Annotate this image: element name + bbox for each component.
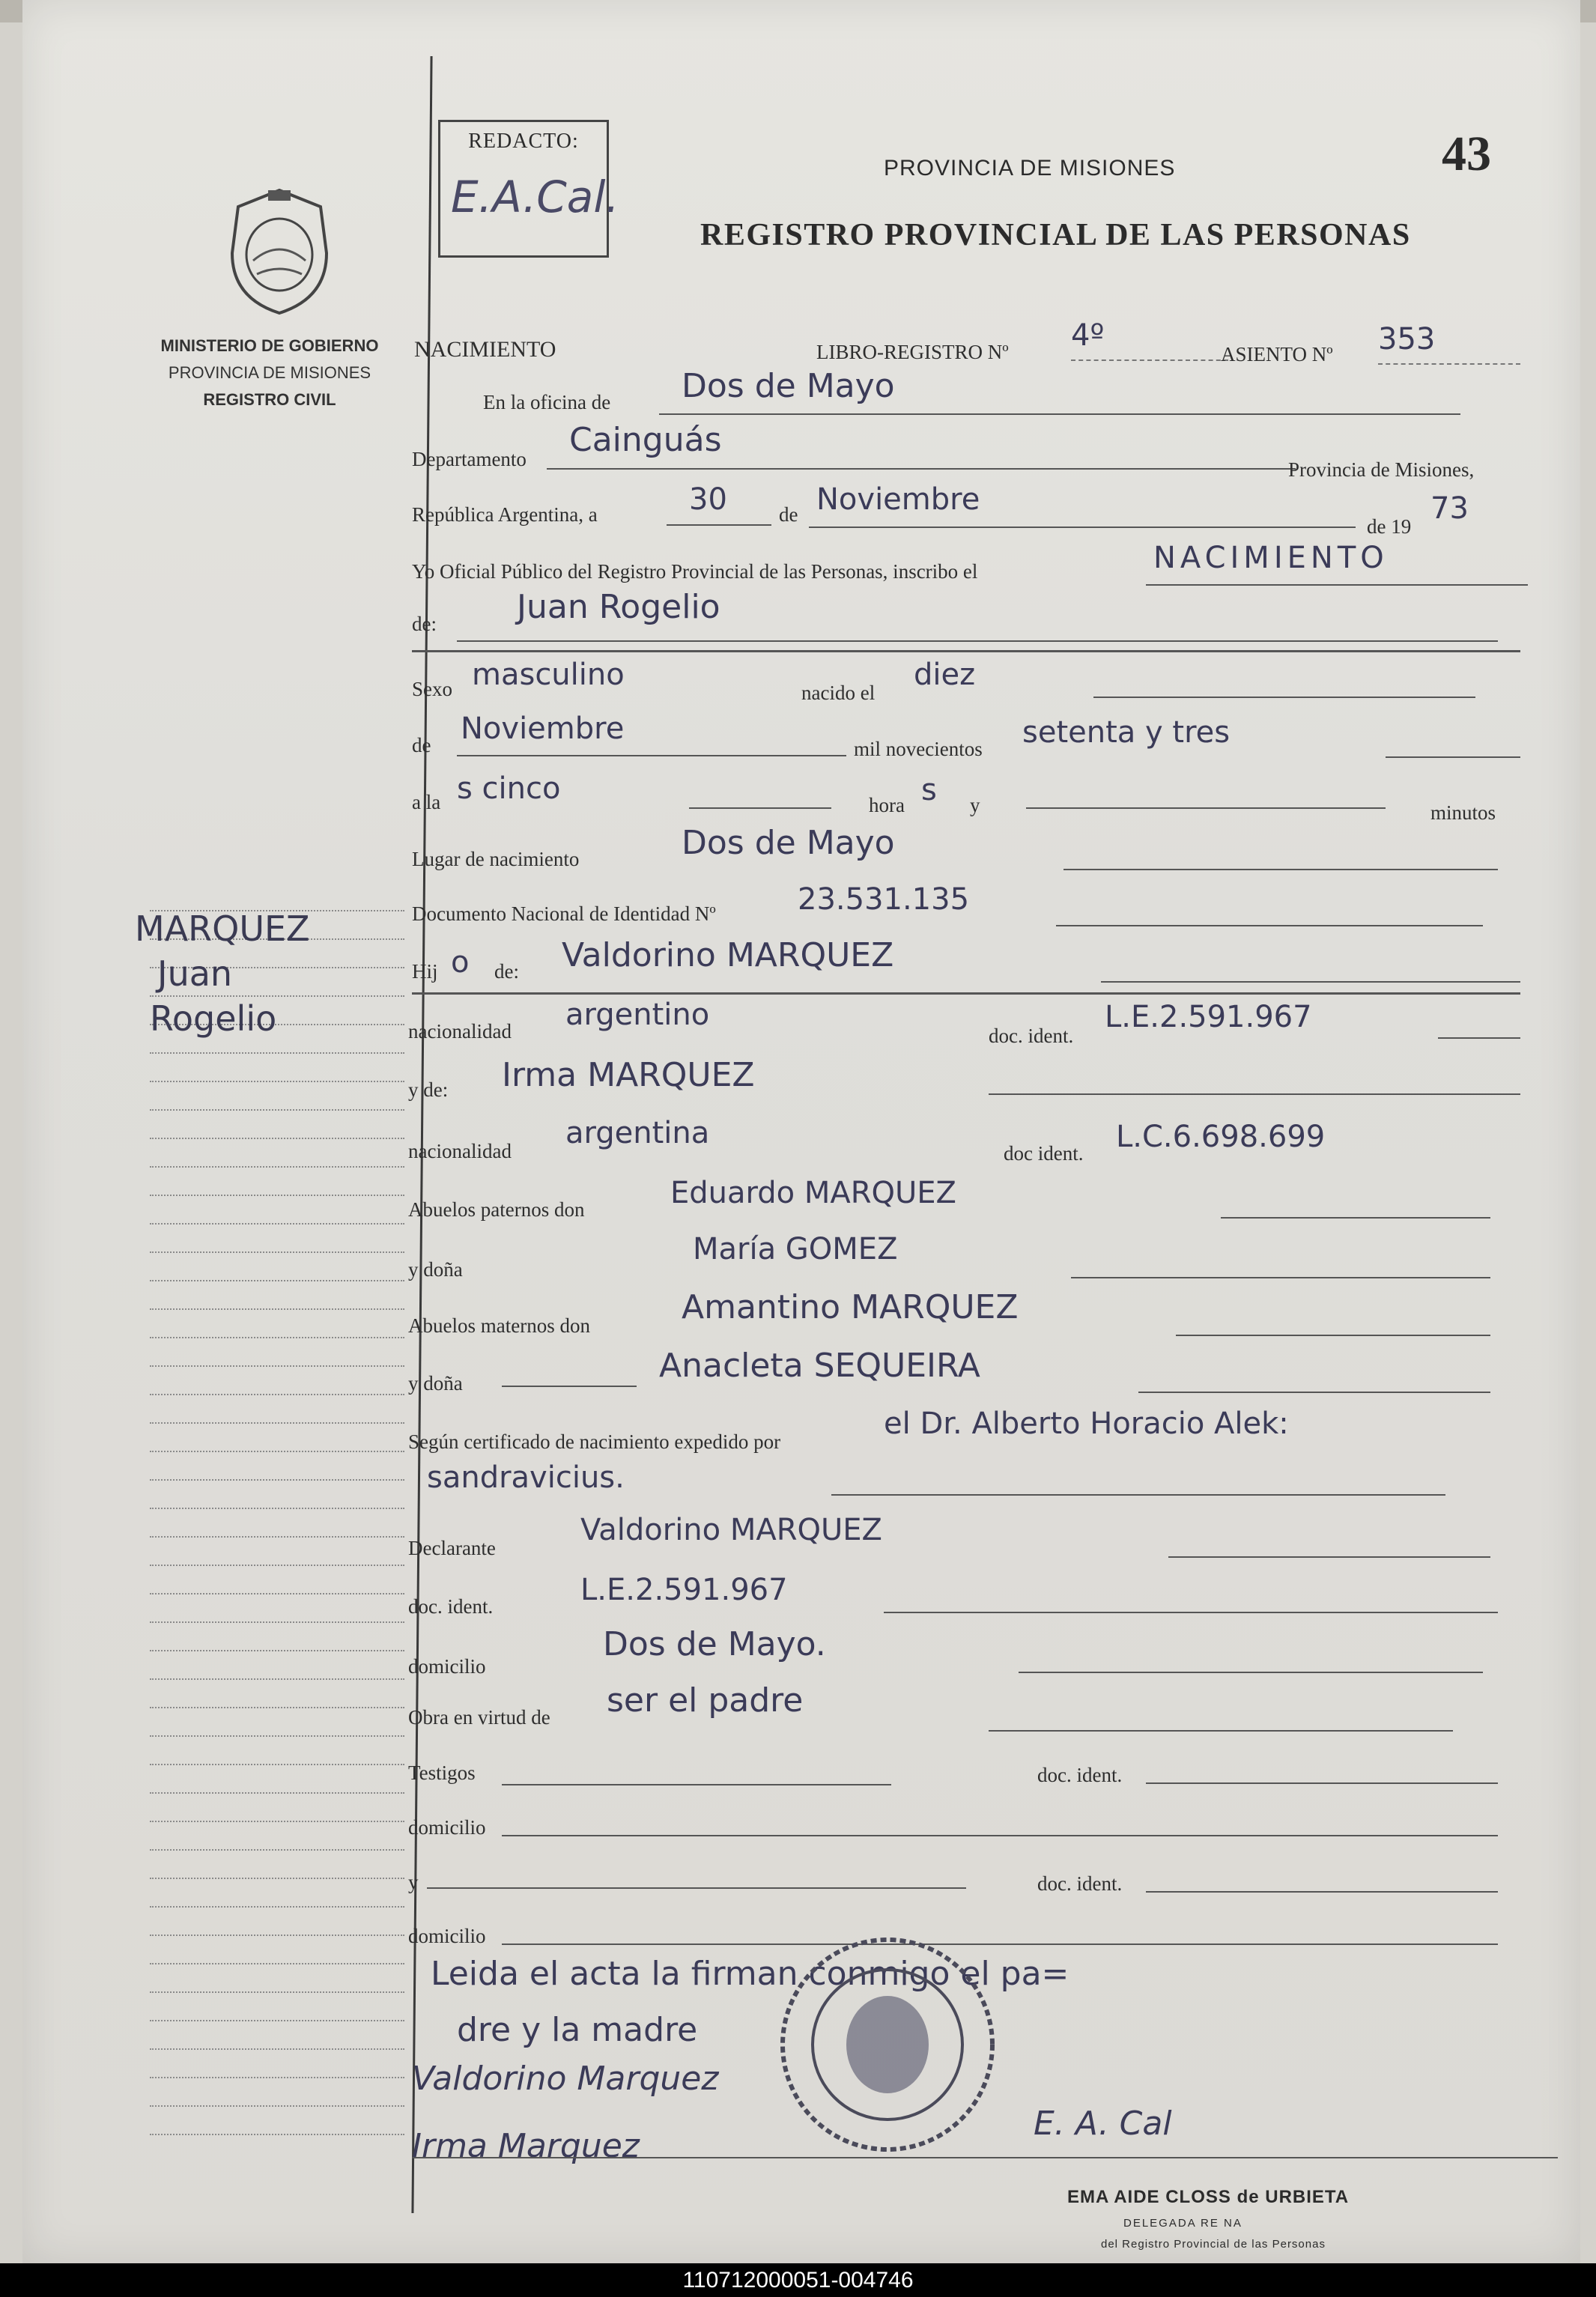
provincia-suffix: Provincia de Misiones,: [1288, 458, 1475, 481]
left-margin: [22, 0, 419, 2263]
nacimiento-label: NACIMIENTO: [414, 337, 556, 362]
cert-line: [831, 1494, 1445, 1496]
nac-mes-value: Noviembre: [461, 711, 625, 746]
abm-line: [1176, 1335, 1490, 1336]
oficial-line: [1146, 584, 1528, 586]
docid-label: doc. ident.: [408, 1595, 494, 1618]
republica-label: República Argentina, a: [412, 503, 598, 526]
ministry-name: MINISTERIO DE GOBIERNO: [160, 336, 379, 355]
oficina-line: [659, 413, 1460, 415]
ala-value: s cinco: [457, 771, 561, 806]
ydona1-value: María GOMEZ: [693, 1232, 898, 1266]
doc2-value: L.C.6.698.699: [1116, 1120, 1326, 1154]
margin-ruled-line: [150, 1935, 404, 1936]
margin-ruled-line: [150, 1650, 404, 1651]
y2-line: [427, 1887, 966, 1889]
leida-line-1: Leida el acta la firman conmigo el pa=: [431, 1955, 1069, 1993]
minutos-line: [1026, 807, 1386, 809]
civil-registry: REGISTRO CIVIL: [203, 390, 336, 409]
dni-value: 23.531.135: [798, 882, 970, 917]
nacido-line: [1093, 697, 1475, 698]
obra-line: [989, 1730, 1453, 1732]
hora-value: s: [921, 773, 937, 807]
lugar-value: Dos de Mayo: [682, 824, 895, 862]
margin-ruled-line: [150, 1906, 404, 1908]
anio-label: de 19: [1367, 515, 1412, 538]
cert-value: el Dr. Alberto Horacio Alek:: [884, 1407, 1289, 1441]
margin-ruled-line: [150, 1536, 404, 1538]
hijo-de-label: de:: [494, 960, 519, 983]
margin-ruled-line: [150, 1422, 404, 1424]
margin-ruled-line: [150, 2134, 404, 2135]
margin-annotation: [135, 906, 404, 1041]
margin-ruled-line: [150, 1621, 404, 1623]
doc1-value: L.E.2.591.967: [1105, 1000, 1312, 1034]
margin-ruled-line: [150, 1593, 404, 1594]
ydona2-line: [1138, 1392, 1490, 1393]
nombre-value: Juan Rogelio: [517, 588, 720, 626]
testigos-label: Testigos: [408, 1762, 476, 1784]
margin-ruled-line: [150, 1849, 404, 1851]
nac1-value: argentino: [565, 998, 710, 1032]
abp-line: [1221, 1217, 1490, 1219]
abp-value: Eduardo MARQUEZ: [670, 1176, 956, 1210]
margin-ruled-line: [150, 1764, 404, 1765]
declarante-line: [1168, 1556, 1490, 1558]
margin-ruled-line: [150, 1251, 404, 1253]
nac-mes-line: [457, 755, 846, 756]
margin-ruled-line: [150, 2048, 404, 2050]
dni-line: [1056, 925, 1483, 926]
official-subtitle: del Registro Provincial de las Personas: [1101, 2238, 1326, 2251]
declarante-value: Valdorino MARQUEZ: [580, 1513, 882, 1547]
departamento-label: Departamento: [412, 448, 527, 470]
testigos-line: [502, 1784, 891, 1785]
domicilio-value: Dos de Mayo.: [603, 1625, 826, 1663]
domicilio3-line: [502, 1944, 1498, 1945]
redacto-signature: E.A.Cal.: [451, 172, 619, 222]
margin-ruled-line: [150, 1707, 404, 1708]
nac-de-label: de: [412, 734, 431, 756]
departamento-line: [547, 468, 1296, 470]
page-number: 43: [1442, 127, 1491, 181]
doc1-line: [1438, 1037, 1520, 1039]
parents-divider: [412, 992, 1520, 995]
ydona2-dash: [502, 1386, 637, 1387]
nombre-label: de:: [412, 613, 437, 635]
abp-label: Abuelos paternos don: [408, 1198, 585, 1221]
margin-ruled-line: [150, 1337, 404, 1338]
y2-doc-line: [1146, 1891, 1498, 1893]
anio-value: 73: [1430, 491, 1469, 526]
oficina-label: En la oficina de: [483, 391, 611, 413]
doc1-label: doc. ident.: [989, 1025, 1074, 1047]
hijo-label: Hij: [412, 960, 438, 983]
margin-ruled-line: [150, 1109, 404, 1111]
y-label: y: [970, 794, 980, 816]
margin-ruled-line: [150, 1991, 404, 1993]
declarante-label: Declarante: [408, 1537, 496, 1559]
testigos-doc-line: [1146, 1782, 1498, 1784]
firma-madre: Irma Marquez: [412, 2127, 640, 2165]
margin-ruled-line: [150, 2105, 404, 2107]
margin-ruled-line: [150, 1138, 404, 1139]
margin-ruled-line: [150, 1308, 404, 1310]
cert-label: Según certificado de nacimiento expedido por: [408, 1430, 781, 1453]
margin-note-surname: MARQUEZ: [135, 908, 310, 949]
domicilio2-line: [502, 1835, 1498, 1836]
official-name: EMA AIDE CLOSS de URBIETA: [1067, 2187, 1350, 2207]
margin-ruled-line: [150, 1394, 404, 1395]
asiento-value: 353: [1378, 322, 1436, 356]
registry-title: REGISTRO PROVINCIAL DE LAS PERSONAS: [700, 218, 1411, 252]
official-title: DELEGADA RE NA: [1123, 2217, 1242, 2230]
lugar-label: Lugar de nacimiento: [412, 848, 580, 870]
dni-label: Documento Nacional de Identidad Nº: [412, 902, 716, 925]
signature-line: [412, 2157, 1558, 2158]
ala-line: [689, 807, 831, 809]
nac2-label: nacionalidad: [408, 1140, 512, 1162]
ydona2-label: y doña: [408, 1372, 463, 1395]
abm-value: Amantino MARQUEZ: [682, 1288, 1019, 1326]
ydona1-label: y doña: [408, 1258, 463, 1281]
nac2-value: argentina: [565, 1116, 710, 1150]
document-id-bar: 110712000051-004746: [0, 2263, 1596, 2297]
padre-value: Valdorino MARQUEZ: [562, 936, 894, 974]
minutos-label: minutos: [1430, 801, 1496, 824]
margin-ruled-line: [150, 1451, 404, 1452]
domicilio2-label: domicilio: [408, 1816, 486, 1839]
doc2-label: doc ident.: [1004, 1142, 1084, 1165]
madre-line: [989, 1093, 1520, 1095]
margin-ruled-line: [150, 1166, 404, 1168]
yde-label: y de:: [408, 1078, 449, 1101]
oficina-value: Dos de Mayo: [682, 367, 895, 405]
dia-value: 30: [689, 482, 727, 517]
sexo-label: Sexo: [412, 678, 452, 700]
mes-value: Noviembre: [816, 482, 980, 517]
padre-line: [1101, 981, 1520, 983]
margin-note-first: Juan: [157, 953, 233, 994]
docid-line: [884, 1612, 1498, 1613]
margin-ruled-line: [150, 1508, 404, 1509]
firma-oficial: E. A. Cal: [1034, 2105, 1172, 2143]
margin-ruled-line: [150, 1792, 404, 1794]
hora-label: hora: [869, 794, 905, 816]
dia-line: [667, 524, 771, 526]
oficial-text: Yo Oficial Público del Registro Provincial de las Personas, inscribo el: [412, 560, 978, 583]
departamento-value: Cainguás: [569, 421, 722, 459]
ydona2-value: Anacleta SEQUEIRA: [659, 1347, 980, 1385]
docid-value: L.E.2.591.967: [580, 1573, 788, 1607]
ministry-province: PROVINCIA DE MISIONES: [168, 363, 371, 382]
margin-ruled-line: [150, 1821, 404, 1822]
libro-label: LIBRO-REGISTRO Nº: [816, 341, 1009, 363]
doc-ident2-label: doc. ident.: [1037, 1872, 1123, 1895]
republica-de: de: [779, 503, 798, 526]
document-page: [22, 0, 1580, 2263]
domicilio3-label: domicilio: [408, 1925, 486, 1947]
ala-label: a la: [412, 791, 441, 813]
margin-ruled-lines: [150, 902, 404, 2176]
margin-ruled-line: [150, 1735, 404, 1737]
cert-value-2: sandravicius.: [427, 1460, 625, 1495]
nacido-label: nacido el: [801, 682, 876, 704]
leida-line-2: dre y la madre: [457, 2011, 698, 2049]
redacto-box: [438, 120, 619, 258]
mil-line: [1386, 756, 1520, 758]
nombre-line: [457, 640, 1498, 642]
province-heading: PROVINCIA DE MISIONES: [884, 156, 1176, 180]
official-seal-icon: [775, 1932, 1000, 2157]
hijo-suffix: o: [451, 945, 470, 980]
margin-ruled-line: [150, 1565, 404, 1566]
madre-value: Irma MARQUEZ: [502, 1056, 755, 1094]
firma-padre: Valdorino Marquez: [412, 2060, 719, 2098]
misiones-emblem-icon: [223, 186, 336, 318]
lugar-line: [1064, 869, 1498, 870]
nacido-value: diez: [914, 658, 976, 692]
margin-ruled-line: [150, 1963, 404, 1964]
margin-note-second: Rogelio: [150, 998, 277, 1039]
sexo-value: masculino: [472, 658, 625, 692]
margin-ruled-line: [150, 2077, 404, 2078]
section-divider: [412, 650, 1520, 652]
margin-ruled-line: [150, 2020, 404, 2021]
margin-ruled-line: [150, 1678, 404, 1680]
margin-ruled-line: [150, 1479, 404, 1481]
mil-label: mil novecientos: [854, 738, 983, 760]
abm-label: Abuelos maternos don: [408, 1314, 590, 1337]
margin-ruled-line: [150, 1280, 404, 1281]
obra-label: Obra en virtud de: [408, 1706, 550, 1729]
domicilio-line: [1019, 1672, 1483, 1673]
libro-line: [1071, 359, 1228, 361]
asiento-line: [1378, 363, 1520, 365]
margin-ruled-line: [150, 1195, 404, 1196]
obra-value: ser el padre: [607, 1681, 804, 1720]
oficial-value: NACIMIENTO: [1153, 541, 1389, 575]
redacto-label: REDACTO:: [468, 130, 579, 153]
mes-line: [809, 527, 1356, 528]
nac1-label: nacionalidad: [408, 1020, 512, 1043]
libro-value: 4º: [1071, 318, 1105, 353]
ydona1-line: [1071, 1277, 1490, 1278]
margin-ruled-line: [150, 1223, 404, 1225]
y2-label: y: [408, 1871, 419, 1893]
margin-ruled-line: [150, 1878, 404, 1879]
domicilio-label: domicilio: [408, 1655, 486, 1678]
mil-value: setenta y tres: [1022, 715, 1231, 750]
margin-ruled-line: [150, 1081, 404, 1082]
margin-ruled-line: [150, 1365, 404, 1367]
margin-ruled-line: [150, 1052, 404, 1054]
asiento-label: ASIENTO Nº: [1221, 343, 1333, 365]
ministry-block: [135, 333, 404, 413]
doc-ident-label: doc. ident.: [1037, 1764, 1123, 1786]
